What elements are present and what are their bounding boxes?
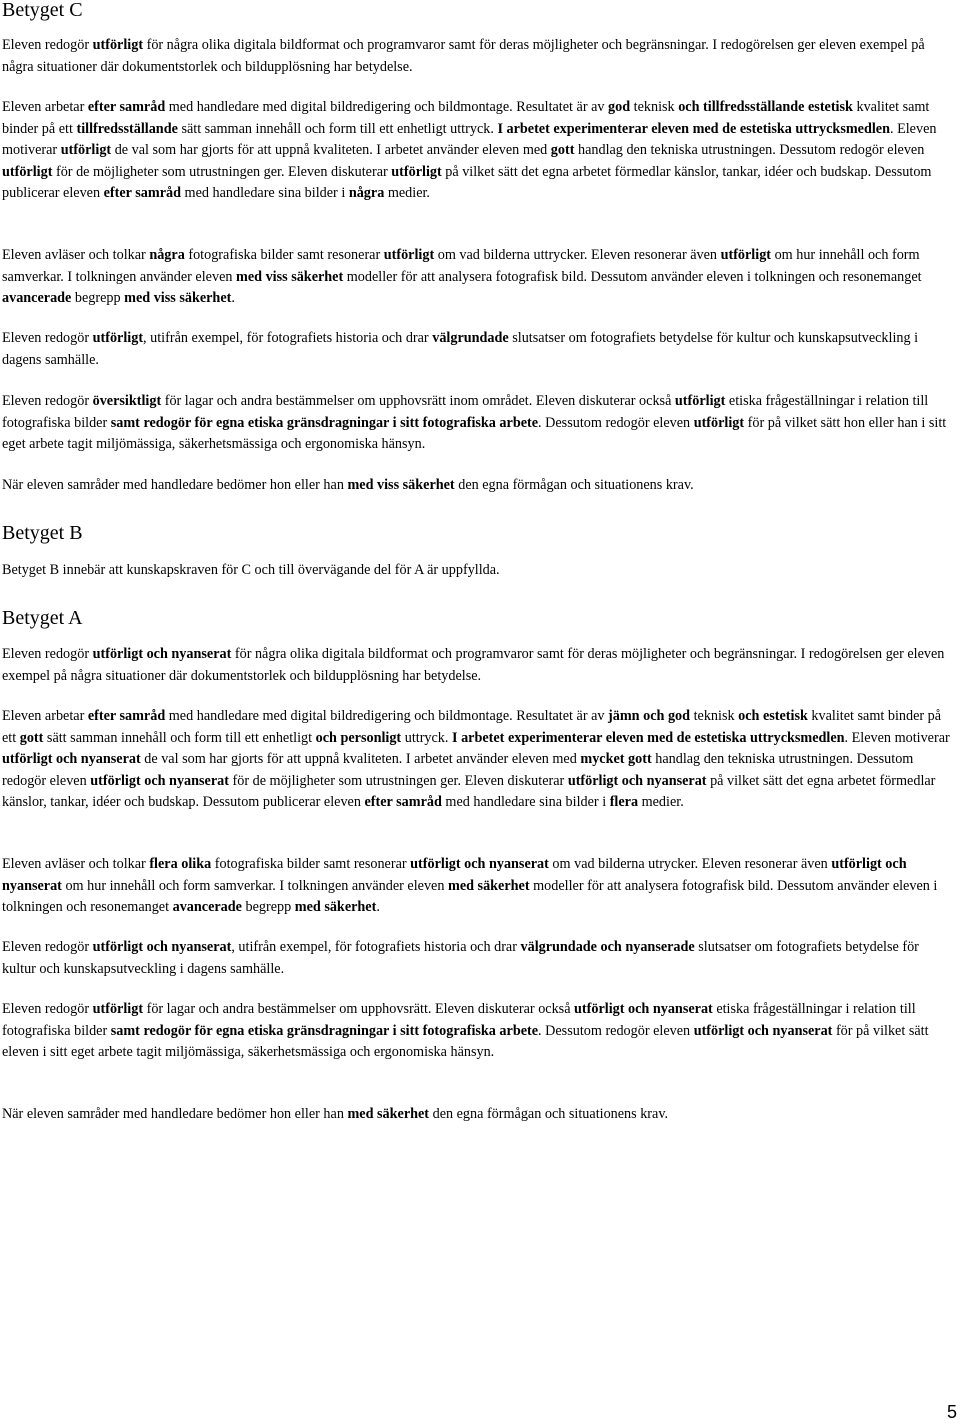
emphasized-text: några — [348, 185, 385, 201]
emphasized-text: med säkerhet — [448, 877, 530, 894]
grade-a-paragraph-history: Eleven redogör utförligt och nyanserat, utifrån exempel, för fotografiets historia och drar välgrundade och nyanserade slutsatser om fotografiets betydelse för kultur och kunskapsutveckling i dagens samhälle. — [2, 939, 919, 977]
emphasized-text: god — [608, 99, 631, 115]
emphasized-text: utförligt — [693, 414, 745, 431]
grade-c-paragraph-copyright: Eleven redogör översiktligt för lagar och andra bestämmelser om upphovsrätt inom området. Eleven diskuterar också utförligt etiska frågeställningar i relation till fotografiska bilder samt redogör för egna etiska gränsdragningar i sitt fotografiska arbete. Dessutom redogör eleven utförligt för på vilket sätt hon eller han i sitt eget arbete tagit miljömässiga, säkerhetsmässiga och ergonomiska hänsyn. — [2, 393, 947, 452]
emphasized-text: samt redogör för egna etiska gränsdragningar i sitt fotografiska arbete — [110, 414, 539, 431]
emphasized-text: efter samråd — [103, 185, 181, 201]
emphasized-text: med viss säkerhet — [236, 268, 344, 285]
emphasized-text: översiktligt — [92, 393, 162, 409]
emphasized-text: tillfredsställande — [76, 120, 178, 137]
emphasized-text: utförligt — [92, 1001, 144, 1017]
grade-a-paragraph-editing: Eleven arbetar efter samråd med handledare med digital bildredigering och bildmontage. Resultatet är av jämn och god teknisk och estetisk kvalitet samt binder på ett gott sätt samman innehåll och form till ett enhetligt och personligt uttryck. I arbetet experimenterar eleven med de estetiska uttrycksmedlen. Eleven motiverar utförligt och nyanserat de val som har gjorts för att uppnå kvaliteten. I arbetet använder eleven med mycket gott handlag den tekniska utrustningen. Dessutom redogör eleven utförligt och nyanserat för de möjligheter som utrustningen ger. Eleven diskuterar utförligt och nyanserat på vilket sätt det egna arbetet förmedlar känslor, tankar, idéer och budskap. Dessutom publicerar eleven efter samråd med handledare sina bilder i flera medier. — [2, 708, 950, 810]
emphasized-text: avancerade — [172, 899, 242, 915]
grade-c-paragraph-history: Eleven redogör utförligt, utifrån exempel, för fotografiets historia och drar välgrundade slutsatser om fotografiets betydelse för kultur och kunskapsutveckling i dagens samhälle. — [2, 330, 919, 368]
emphasized-text: utförligt och nyanserat — [410, 856, 549, 872]
emphasized-text: utförligt och nyanserat — [92, 939, 232, 955]
emphasized-text: utförligt och nyanserat — [574, 1001, 713, 1017]
grade-a-paragraph-interpretation: Eleven avläser och tolkar flera olika fotografiska bilder samt resonerar utförligt och nyanserat om vad bilderna utrycker. Eleven resonerar även utförligt och nyanserat om hur innehåll och form samverkar. I tolkningen använder eleven med säkerhet modeller för att analysera fotografisk bild. Dessutom använder eleven i tolkningen och resonemanget avancerade begrepp med säkerhet. — [2, 856, 938, 915]
emphasized-text: med viss säkerhet — [347, 477, 455, 493]
emphasized-text: några — [149, 247, 185, 263]
emphasized-text: gott — [550, 142, 575, 158]
emphasized-text: utförligt — [60, 142, 112, 158]
emphasized-text: med säkerhet — [294, 899, 377, 915]
grade-c-heading: Betyget C — [2, 0, 83, 21]
grade-b-paragraph: Betyget B innebär att kunskapskraven för C och till övervägande del för A är uppfyllda. — [2, 562, 500, 578]
emphasized-text: utförligt — [674, 393, 726, 409]
grade-a-paragraph-formats: Eleven redogör utförligt och nyanserat för några olika digitala bildformat och programvaror samt för deras möjligheter och begränsningar. I redogörelsen ger eleven exempel på några situationer där dokumentstorlek och bildupplösning har betydelse. — [2, 646, 945, 684]
emphasized-text: efter samråd — [87, 99, 166, 115]
emphasized-text: utförligt — [383, 247, 435, 263]
emphasized-text: utförligt och nyanserat — [567, 772, 707, 789]
emphasized-text: jämn och god — [608, 708, 691, 724]
page-number: 5 — [946, 1402, 957, 1422]
grade-a-heading: Betyget A — [2, 607, 83, 629]
emphasized-text: välgrundade — [432, 330, 509, 346]
grade-c-paragraph-formats: Eleven redogör utförligt för några olika digitala bildformat och programvaror samt för deras möjligheter och begränsningar. I redogörelsen ger eleven exempel på några situationer där dokumentstorlek och bildupplösning har betydelse. — [2, 37, 925, 75]
emphasized-text: avancerade — [2, 290, 72, 306]
grade-c-paragraph-self-assessment: När eleven samråder med handledare bedömer hon eller han med viss säkerhet den egna förmågan och situationens krav. — [2, 477, 694, 493]
grade-c-paragraph-interpretation: Eleven avläser och tolkar några fotografiska bilder samt resonerar utförligt om vad bilderna uttrycker. Eleven resonerar även utförligt om hur innehåll och form samverkar. I tolkningen använder eleven med viss säkerhet modeller för att analysera fotografisk bild. Dessutom använder eleven i tolkningen och resonemanget avancerade begrepp med viss säkerhet. — [2, 247, 922, 306]
emphasized-text: utförligt — [391, 163, 442, 180]
emphasized-text: med viss säkerhet — [124, 290, 232, 306]
emphasized-text: I arbetet experimenterar eleven med de estetiska uttrycksmedlen — [497, 120, 890, 137]
emphasized-text: flera olika — [149, 856, 212, 872]
grade-a-paragraph-copyright: Eleven redogör utförligt för lagar och andra bestämmelser om upphovsrätt. Eleven diskuterar också utförligt och nyanserat etiska frågeställningar i relation till fotografiska bilder samt redogör för egna etiska gränsdragningar i sitt fotografiska arbete. Dessutom redogör eleven utförligt och nyanserat för på vilket sätt eleven i sitt eget arbete tagit miljömässiga, säkerhetsmässiga och ergonomiska hänsyn. — [2, 1001, 929, 1060]
emphasized-text: och tillfredsställande estetisk — [678, 99, 853, 115]
emphasized-text: utförligt — [92, 330, 144, 346]
grade-b-heading: Betyget B — [2, 522, 83, 544]
emphasized-text: utförligt — [2, 163, 53, 180]
emphasized-text: samt redogör för egna etiska gränsdragningar i sitt fotografiska arbete — [110, 1022, 539, 1039]
emphasized-text: och estetisk — [738, 708, 808, 724]
emphasized-text: flera — [609, 794, 639, 810]
emphasized-text: efter samråd — [87, 708, 166, 724]
emphasized-text: gott — [19, 729, 44, 746]
grade-a-paragraph-self-assessment: När eleven samråder med handledare bedömer hon eller han med säkerhet den egna förmågan och situationens krav. — [2, 1106, 669, 1122]
emphasized-text: utförligt — [720, 247, 772, 263]
grade-c-paragraph-editing: Eleven arbetar efter samråd med handledare med digital bildredigering och bildmontage. Resultatet är av god teknisk och tillfredsställande estetisk kvalitet samt binder på ett tillfredsställande sätt samman innehåll och form till ett enhetligt uttryck. I arbetet experimenterar eleven med de estetiska uttrycksmedlen. Eleven motiverar utförligt de val som har gjorts för att uppnå kvaliteten. I arbetet använder eleven med gott handlag den tekniska utrustningen. Dessutom redogör eleven utförligt för de möjligheter som utrustningen ger. Eleven diskuterar utförligt på vilket sätt det egna arbetet förmedlar känslor, tankar, idéer och budskap. Dessutom publicerar eleven efter samråd med handledare sina bilder i några medier. — [2, 99, 937, 201]
emphasized-text: utförligt och nyanserat — [2, 751, 141, 767]
emphasized-text: I arbetet experimenterar eleven med de estetiska uttrycksmedlen — [452, 729, 845, 746]
emphasized-text: efter samråd — [364, 794, 442, 810]
emphasized-text: utförligt och nyanserat — [2, 856, 907, 894]
emphasized-text: utförligt och nyanserat — [693, 1022, 833, 1039]
emphasized-text: utförligt och nyanserat — [90, 772, 229, 789]
emphasized-text: med säkerhet — [347, 1106, 430, 1122]
emphasized-text: mycket gott — [580, 751, 652, 767]
emphasized-text: välgrundade och nyanserade — [520, 939, 695, 955]
emphasized-text: utförligt och nyanserat — [92, 646, 232, 662]
emphasized-text: och personligt — [315, 729, 402, 746]
emphasized-text: utförligt — [92, 37, 144, 53]
